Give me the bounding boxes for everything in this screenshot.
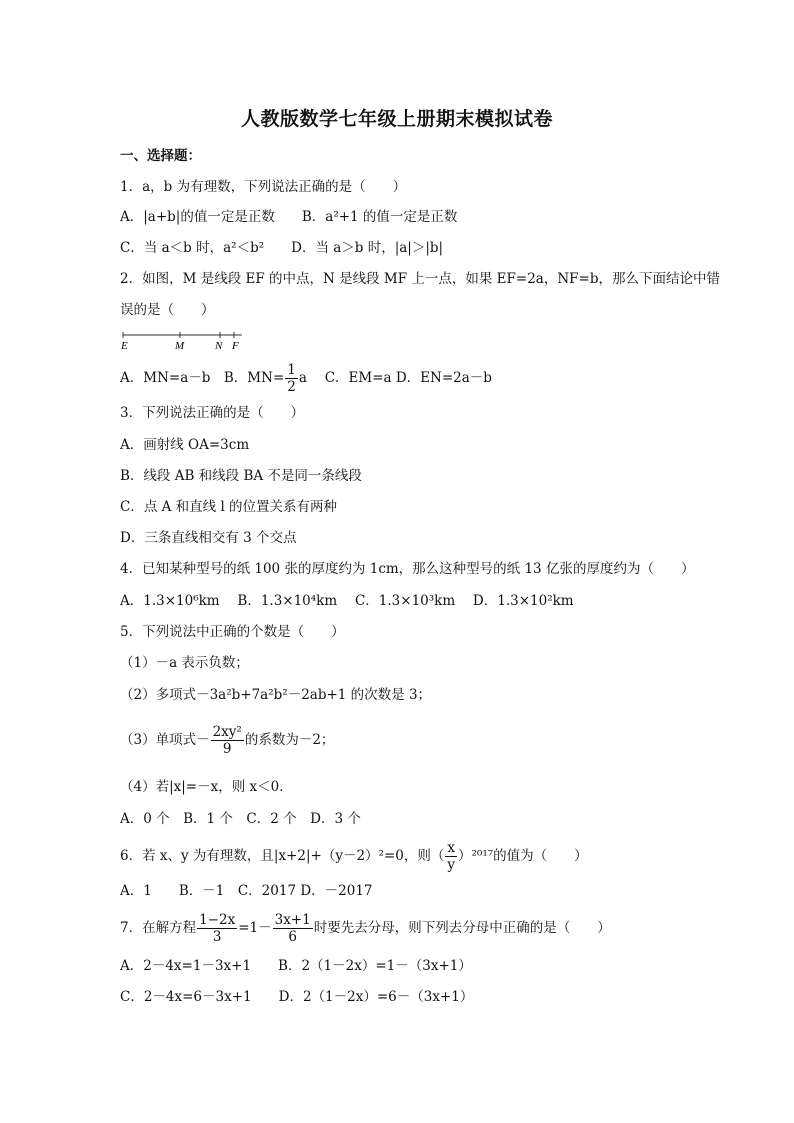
question-5-statement-4: （4）若|x|=－x，则 x＜0． [120,779,293,795]
q2-opt-a: A．MN=a－b B．MN= [120,370,285,386]
question-5-statement-1: （1）－a 表示负数； [120,655,249,671]
q7-mid: =1－ [238,920,272,936]
page-title: 人教版数学七年级上册期末模拟试卷 [240,108,553,130]
label-f: F [232,340,239,352]
q6-stem-pre: 6．若 x、y 为有理数，且|x+2|+（y－2）²=0，则（ [120,848,445,864]
label-e: E [121,340,128,352]
segment-figure [120,330,250,352]
question-5-statement-3 [120,722,334,758]
frac-num: 1−2x [199,912,236,928]
fraction-2 [273,912,313,945]
question-3-stem: 3．下列说法正确的是（ ） [120,405,305,421]
q7-stem-post: 时要先去分母，则下列去分母中正确的是（ ） [313,920,611,936]
question-2-stem: 2．如图，M 是线段 EF 的中点，N 是线段 MF 上一点，如果 EF=2a，NF=b，那么下面结论中错 [120,271,720,287]
frac-den: 9 [222,741,232,757]
fraction-half [285,362,298,395]
question-4-options: A．1.3×10⁶km B．1.3×10⁴km C．1.3×10³km D．1.3×10²km [120,593,574,609]
fraction-x-over-y [445,840,457,873]
question-1-options-cd: C．当 a＜b 时，a²＜b² D．当 a＞b 时，|a|＞|b| [120,240,444,256]
question-3-option-b: B．线段 AB 和线段 BA 不是同一条线段 [120,468,362,484]
frac-num: x [445,840,457,857]
question-3-option-a: A．画射线 OA=3cm [120,437,250,453]
question-6-options: A．1 B．－1 C．2017 D．－2017 [120,883,373,899]
frac-num: 3x+1 [274,912,311,928]
fraction-1 [197,912,237,945]
q6-stem-post: ）²⁰¹⁷的值为（ ） [458,848,588,864]
question-2-options [120,360,492,396]
frac-num: 2xy² [212,724,242,740]
question-7-options-cd: C．2－4x=6－3x+1 D．2（1－2x）=6－（3x+1） [120,989,474,1005]
fraction-monomial [211,724,244,757]
frac-den: y [447,857,456,873]
q5-s3-pre: （3）单项式－ [120,732,210,748]
question-7-stem [120,910,611,946]
question-3-option-c: C．点 A 和直线 l 的位置关系有两种 [120,499,338,515]
question-7-options-ab: A．2－4x=1－3x+1 B．2（1－2x）=1－（3x+1） [120,958,472,974]
frac-den: 6 [288,929,297,945]
frac-den: 3 [212,929,222,945]
question-2-stem-cont: 误的是（ ） [120,302,215,318]
label-n: N [215,340,223,352]
question-1-options-ab: A．|a+b|的值一定是正数 B．a²+1 的值一定是正数 [120,209,458,225]
q2-opt-rest: a C．EM=a D．EN=2a－b [298,370,492,386]
frac-den: 2 [287,379,296,395]
question-1-stem: 1．a，b 为有理数，下列说法正确的是（ ） [120,179,407,195]
question-5-stem: 5．下列说法中正确的个数是（ ） [120,624,345,640]
question-5-statement-2: （2）多项式－3a²b+7a²b²－2ab+1 的次数是 3； [120,687,432,703]
frac-num: 1 [287,362,296,378]
section-heading: 一、选择题： [120,148,201,164]
q5-s3-post: 的系数为－2； [244,732,335,748]
q7-stem-pre: 7．在解方程 [120,920,197,936]
question-5-options: A．0 个 B．1 个 C．2 个 D．3 个 [120,811,361,827]
question-3-option-d: D．三条直线相交有 3 个交点 [120,530,297,546]
label-m: M [175,340,185,352]
question-4-stem: 4．已知某种型号的纸 100 张的厚度约为 1cm，那么这种型号的纸 13 亿张的厚度约为（ ） [120,561,695,577]
question-6-stem [120,838,588,874]
